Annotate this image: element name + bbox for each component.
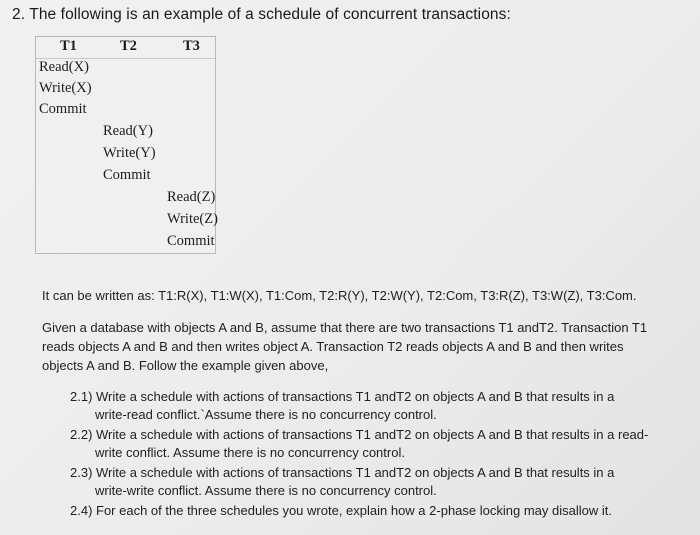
subquestion-2-3-line-2: write-write conflict. Assume there is no concurrency control. [95, 483, 437, 498]
subquestion-2-2-line-1: 2.2) Write a schedule with actions of transactions T1 andT2 on objects A and B that results in a read- [70, 427, 649, 442]
subquestion-2-1-line-1: 2.1) Write a schedule with actions of transactions T1 andT2 on objects A and B that results in a [70, 389, 615, 404]
given-line-2: reads objects A and B and then writes object A. Transaction T2 reads objects A and B and then writes [42, 339, 624, 354]
t3-op-read: Read(Z) [167, 189, 216, 205]
written-as-line: It can be written as: T1:R(X), T1:W(X), T1:Com, T2:R(Y), T2:W(Y), T2:Com, T3:R(Z), T3:W(Z), T3:Com. [42, 288, 637, 303]
t1-op-read: Read(X) [39, 59, 89, 75]
t1-op-commit: Commit [39, 101, 87, 117]
column-header-t1: T1 [60, 38, 77, 54]
column-header-t2: T2 [120, 38, 137, 54]
question-title: 2. The following is an example of a schedule of concurrent transactions: [12, 6, 511, 23]
t1-op-write: Write(X) [39, 80, 92, 96]
t2-op-commit: Commit [103, 167, 151, 183]
t2-op-read: Read(Y) [103, 123, 153, 139]
t2-op-write: Write(Y) [103, 145, 156, 161]
t3-op-commit: Commit [167, 233, 215, 249]
t3-op-write: Write(Z) [167, 211, 218, 227]
given-line-1: Given a database with objects A and B, assume that there are two transactions T1 andT2. Transaction T1 [42, 320, 648, 335]
column-header-t3: T3 [183, 38, 200, 54]
schedule-table [35, 36, 216, 254]
subquestion-2-4-line-1: 2.4) For each of the three schedules you wrote, explain how a 2-phase locking may disallow it. [70, 503, 612, 518]
subquestion-2-2-line-2: write conflict. Assume there is no concurrency control. [95, 445, 405, 460]
subquestion-2-3-line-1: 2.3) Write a schedule with actions of transactions T1 andT2 on objects A and B that results in a [70, 465, 615, 480]
given-line-3: objects A and B. Follow the example given above, [42, 358, 329, 373]
subquestion-2-1-line-2: write-read conflict.`Assume there is no concurrency control. [95, 407, 437, 422]
